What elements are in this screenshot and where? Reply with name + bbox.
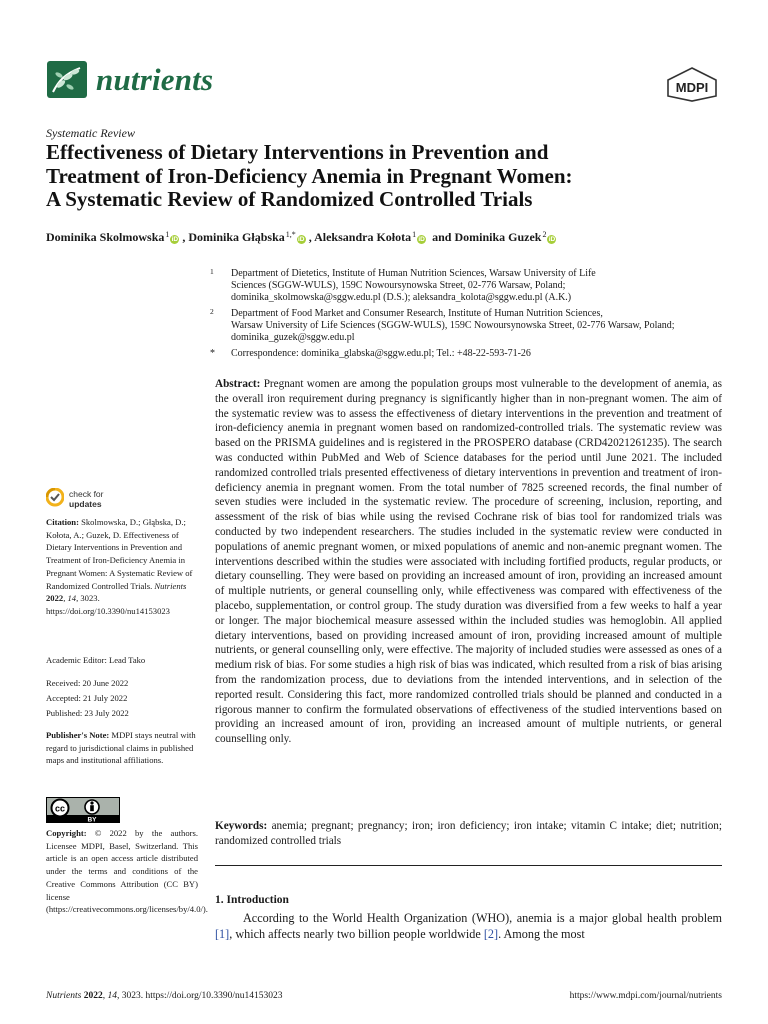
- affiliation-email[interactable]: dominika_guzek@sggw.edu.pl: [231, 331, 355, 343]
- cc-by-license-icon[interactable]: [46, 797, 120, 823]
- svg-text:cc: cc: [54, 803, 66, 814]
- orcid-icon[interactable]: iD: [298, 236, 305, 243]
- citation-link[interactable]: [1]: [215, 927, 230, 941]
- accepted-date: Accepted: 21 July 2022: [46, 693, 128, 703]
- journal-name: nutrients: [96, 62, 214, 97]
- author-name[interactable]: Dominika Skolmowska: [46, 230, 165, 244]
- affiliation-mark: 2: [210, 307, 214, 316]
- journal-logo-icon: [46, 60, 90, 100]
- author-name[interactable]: Aleksandra Kołota: [314, 230, 412, 244]
- citation-block: Citation: Skolmowska, D.; Głąbska, D.; Kołota, A.; Guzek, D. Effectiveness of Dietary Interventions in Prevention and Treatment of Iron-Deficiency Anemia in Pregnant Women: A Systematic Review of Randomized Controlled Trials. Nutrients 2022, 14, 3023. https://doi.org/10.3390/nu14153023: [46, 517, 193, 616]
- publisher-note: Publisher's Note: MDPI stays neutral with regard to jurisdictional claims in published maps and institutional affiliations.: [46, 730, 196, 766]
- academic-editor: Academic Editor: Lead Tako: [46, 655, 146, 665]
- affiliation-email[interactable]: dominika_skolmowska@sggw.edu.pl (D.S.); aleksandra_kolota@sggw.edu.pl (A.K.): [231, 291, 572, 303]
- svg-text:BY: BY: [87, 816, 97, 823]
- orcid-icon[interactable]: iD: [171, 236, 179, 243]
- abstract-text: Pregnant women are among the population groups most vulnerable to the development of anemia, as the overall iron requirement during pregnancy is significantly higher than in non-pregnant women. The aim of the systematic review was to assess the effectiveness of dietary interventions in the prevention and treatment of iron-deficiency anemia in pregnant women based on randomized-controlled trials. The systematic review was based on the PRISMA guidelines and is registered in the PROSPERO database (CRD42021261235). The search was conducted within PubMed and Web of Science databases for the period until June 2021. The included randomized controlled trials presented effectiveness of dietary interventions in prevention and treatment of iron-deficiency anemia in pregnant women. From the total number of 7825 screened records, the final number of seven studies were included in the systematic review. The procedure of screening, inclusion, reporting, and assessment of the risk of bias while using the revised Cochrane risk of bias tool for randomized trials was conducted by two independent researchers. The studies included in the systematic review were conducted in populations of anemic pregnant women, or mixed populations of anemic and non-anemic pregnant women. The interventions described within the studies were associated with including fortified products, regular products, or dietary counselling. They were based on providing an increased amount of iron, providing an increased amount of multiple nutrients, or general counselling only, while effectiveness was compared with effectiveness of the placebo, supplementation, or control group. The study duration was diversified from a few weeks to half a year or longer. The major biochemical measure assessed within the included studies was hemoglobin. All applied dietary interventions, based on providing increased amount of iron, providing increased amount of multiple nutrients, or general counselling only, were effective. The majority of included studies were assessed as ones of a medium risk of bias. For some studies a high risk of bias was indicated, which resulted from a risk of bias arising from the randomization process, due to deviations from the intended interventions, and in selection of the reported result. Considering this fact, more randomized controlled trials should be planned and conducted in a rigorous manner to confirm the formulated observations of effectiveness of the studied interventions based on providing an increased amount of iron, providing an increased amount of multiple nutrients, or general counselling only.: [215, 378, 722, 746]
- mdpi-logo-text: MDPI: [675, 80, 709, 95]
- check-for-updates-badge[interactable]: check for updates: [46, 488, 116, 512]
- orcid-icon[interactable]: iD: [418, 236, 425, 243]
- citation-doi-link[interactable]: , 3023. https://doi.org/10.3390/nu14153023: [46, 593, 170, 616]
- citation-link[interactable]: [2]: [483, 927, 499, 941]
- received-date: Received: 20 June 2022: [46, 678, 129, 688]
- author-affiliation-sup: 1: [412, 230, 417, 239]
- abstract: [215, 377, 722, 747]
- article-title: [46, 141, 686, 212]
- check-updates-icon: [46, 488, 64, 510]
- title-line: A Systematic Review of Randomized Controlled Trials: [46, 187, 533, 211]
- keywords-label: Keywords:: [215, 820, 268, 832]
- copyright-block: Copyright: © 2022 by the authors. Licensee MDPI, Basel, Switzerland. This article is an open access article distributed under the terms and conditions of the Creative Commons Attribution (CC BY) license (https://creativecommons.org/licenses/by/4.0/).: [46, 828, 208, 915]
- author-name[interactable]: Dominika Głąbska: [188, 230, 285, 244]
- keywords: [215, 819, 722, 849]
- affiliation-mark: 1: [210, 267, 214, 276]
- author-list: Dominika Skolmowska$^1$iD , Dominika Głąbska$^{1,*}$iD , Aleksandra Kołota$^1$iD and Dominika Guzek$^2$iD: [46, 230, 556, 244]
- footer-doi-link[interactable]: , 3023. https://doi.org/10.3390/nu14153023: [117, 991, 283, 1001]
- divider: [215, 865, 722, 866]
- affiliation-mark: *: [210, 348, 215, 359]
- author-affiliation-sup: 1,*: [285, 230, 296, 239]
- mdpi-logo-icon: [664, 66, 720, 102]
- introduction-paragraph: According to the World Health Organization (WHO), anemia is a major global health problem [1], which affects nearly two billion people worldwide [2]. Among the most: [215, 911, 722, 941]
- title-line: Treatment of Iron-Deficiency Anemia in Pregnant Women:: [46, 163, 573, 188]
- section-heading: 1. Introduction: [215, 894, 289, 906]
- author-affiliation-sup: 1: [165, 230, 170, 239]
- keywords-text: anemia; pregnant; pregnancy; iron; iron deficiency; iron intake; vitamin C intake; diet; nutrition; randomized controlled trials: [215, 820, 723, 847]
- abstract-label: Abstract:: [215, 378, 261, 390]
- article-type: Systematic Review: [46, 126, 135, 140]
- footer-journal-url[interactable]: https://www.mdpi.com/journal/nutrients: [569, 991, 722, 1001]
- correspondence-text[interactable]: Correspondence: dominika_glabska@sggw.edu.pl; Tel.: +48-22-593-71-26: [231, 348, 531, 359]
- author-name[interactable]: Dominika Guzek: [454, 230, 542, 244]
- orcid-icon[interactable]: iD: [548, 236, 556, 243]
- author-affiliation-sup: 2: [542, 230, 547, 239]
- title-line: Effectiveness of Dietary Interventions in Prevention and: [46, 140, 549, 164]
- published-date: Published: 23 July 2022: [46, 708, 129, 718]
- footer-citation: Nutrients 2022, 14, 3023. https://doi.org/10.3390/nu14153023: [46, 991, 283, 1001]
